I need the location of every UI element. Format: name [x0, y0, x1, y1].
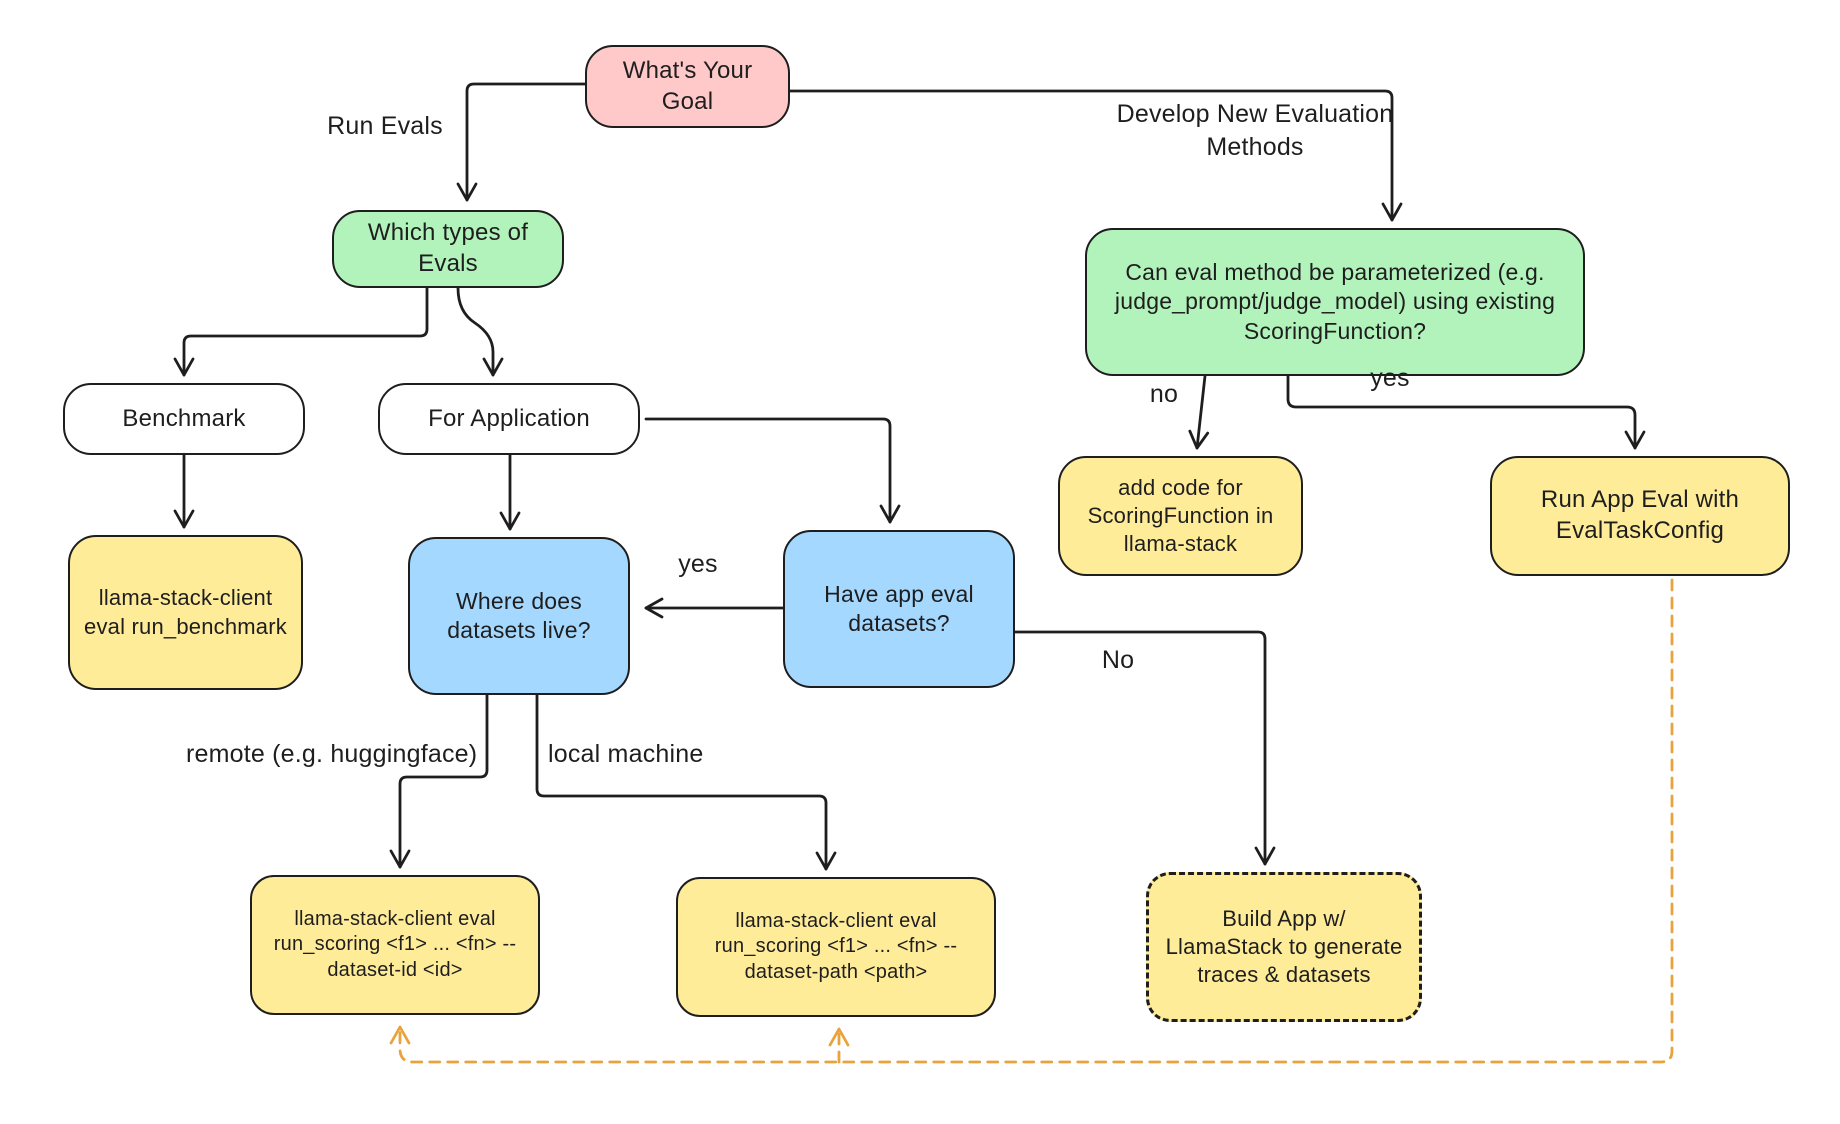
node-benchmark: Benchmark — [63, 383, 305, 455]
edge-which-types-to-benchmark — [184, 288, 427, 375]
edge-which-types-to-for-application — [458, 288, 493, 375]
label-yes-param: yes — [1370, 364, 1410, 392]
edge-param-no-to-add-code — [1197, 376, 1205, 448]
node-goal: What's Your Goal — [585, 45, 790, 128]
node-run-benchmark: llama-stack-client eval run_benchmark — [68, 535, 303, 690]
label-no-param: no — [1149, 380, 1179, 408]
node-have-datasets: Have app eval datasets? — [783, 530, 1015, 688]
node-dataset-id: llama-stack-client eval run_scoring <f1> ... <fn> --dataset-id <id> — [250, 875, 540, 1015]
node-for-application: For Application — [378, 383, 640, 455]
node-where-datasets: Where does datasets live? — [408, 537, 630, 695]
label-yes-have-datasets: yes — [678, 550, 718, 578]
node-which-types: Which types of Evals — [332, 210, 564, 288]
edge-goal-to-which-types — [467, 84, 585, 200]
node-run-app-eval: Run App Eval with EvalTaskConfig — [1490, 456, 1790, 576]
node-dataset-path: llama-stack-client eval run_scoring <f1> ... <fn> --dataset-path <path> — [676, 877, 996, 1017]
node-add-code: add code for ScoringFunction in llama-stack — [1058, 456, 1303, 576]
label-remote-huggingface: remote (e.g. huggingface) — [186, 740, 478, 768]
label-develop-new-evaluation-methods: Develop New Evaluation Methods — [1116, 100, 1394, 161]
node-build-app: Build App w/ LlamaStack to generate traces & datasets — [1146, 872, 1422, 1022]
edge-for-application-to-have-datasets — [646, 419, 890, 522]
node-param-question: Can eval method be parameterized (e.g. judge_prompt/judge_model) using existing ScoringFunction? — [1085, 228, 1585, 376]
edge-param-yes-to-run-app-eval — [1288, 376, 1635, 448]
edge-where-datasets-remote-to-dataset-id — [400, 695, 487, 867]
label-local-machine: local machine — [548, 740, 704, 768]
label-run-evals: Run Evals — [327, 112, 443, 140]
label-no-have-datasets: No — [1101, 646, 1135, 674]
edge-where-datasets-local-to-dataset-path — [537, 695, 826, 869]
